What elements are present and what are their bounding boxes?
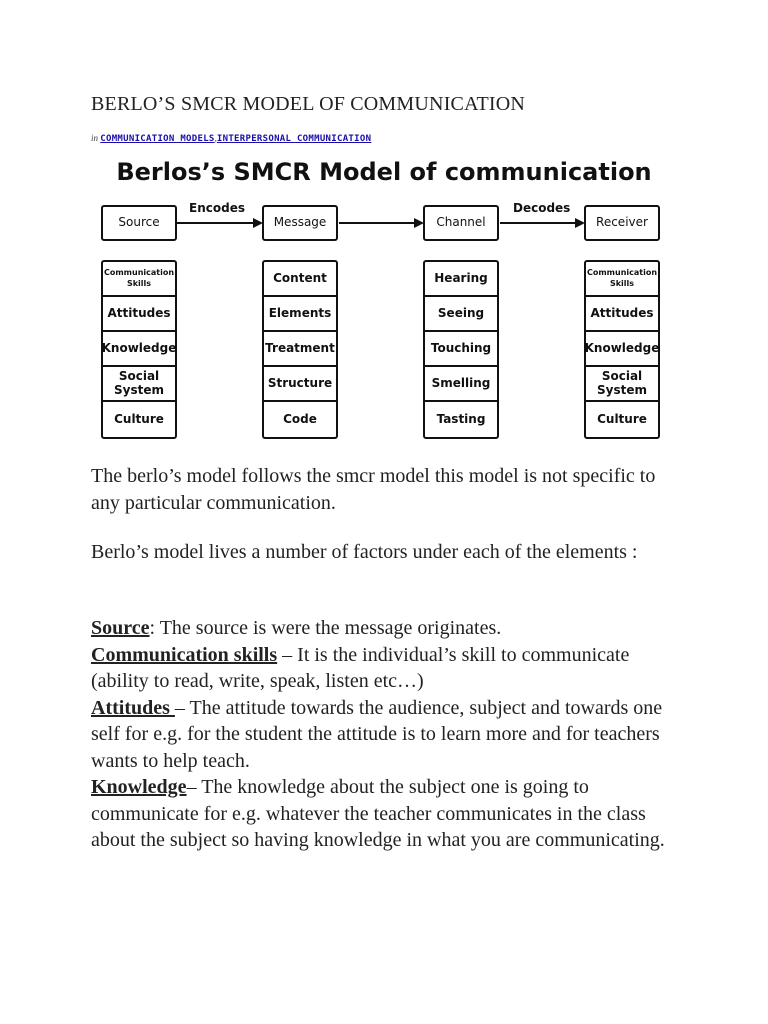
- source-factor: Social System: [103, 367, 175, 402]
- message-factor: Elements: [264, 297, 336, 332]
- receiver-factor: Knowledge: [586, 332, 658, 367]
- factors-paragraph: Berlo’s model lives a number of factors under each of the elements :: [91, 541, 638, 563]
- message-factors: [262, 260, 338, 439]
- category-link-interpersonal-communication[interactable]: INTERPERSONAL COMMUNICATION: [216, 134, 372, 144]
- communication-skills-term: Communication skills: [91, 643, 278, 666]
- channel-factor: Touching: [425, 332, 497, 367]
- attitudes-definition: – The attitude towards the audience, subject and towards one self for e.g. for the student the attitude is to learn more and for teachers wants to help teach.: [91, 696, 663, 772]
- message-factor: Content: [264, 262, 336, 297]
- channel-factor: Seeing: [425, 297, 497, 332]
- category-link-communication-models[interactable]: COMMUNICATION MODELS: [100, 134, 215, 144]
- category-separator: ,: [214, 133, 217, 143]
- receiver-factor: Culture: [597, 411, 647, 426]
- receiver-factors: [584, 260, 660, 439]
- knowledge-definition: – The knowledge about the subject one is going to communicate for e.g. whatever the teacher communicates in the class about the subject so having knowledge in what you are communicating.: [91, 776, 665, 851]
- communication-skills-definition: – It is the individual’s skill to communicate (ability to read, write, speak, listen etc…): [91, 643, 630, 692]
- source-factor: Attitudes: [103, 297, 175, 332]
- source-factor: Knowledge: [103, 332, 175, 367]
- source-factors: [101, 260, 177, 439]
- channel-factor: Tasting: [436, 411, 486, 426]
- encodes-label: Encodes: [189, 201, 245, 215]
- source-term: Source: [91, 617, 150, 639]
- page-title: BERLO’S SMCR MODEL OF COMMUNICATION: [91, 93, 526, 115]
- receiver-factor: Social System: [586, 367, 658, 402]
- definitions-paragraph: [91, 615, 681, 854]
- source-definition: : The source is were the message originates.: [149, 617, 502, 639]
- message-header-box: Message: [262, 205, 338, 241]
- receiver-header-box: Receiver: [584, 205, 660, 241]
- attitudes-term: Attitudes: [91, 696, 175, 719]
- knowledge-term: Knowledge: [91, 776, 187, 798]
- meta-prefix: in: [91, 133, 99, 143]
- message-factor: Structure: [264, 367, 336, 402]
- channel-factors: [423, 260, 499, 439]
- intro-paragraph: The berlo’s model follows the smcr model this model is not specific to any particular communication.: [91, 465, 656, 514]
- post-categories: [91, 133, 371, 144]
- source-factor: Culture: [114, 411, 164, 426]
- channel-factor: Smelling: [425, 367, 497, 402]
- channel-factor: Hearing: [425, 262, 497, 297]
- smcr-diagram: [91, 158, 677, 448]
- source-header-box: Source: [101, 205, 177, 241]
- message-factor: Treatment: [264, 332, 336, 367]
- receiver-factor: Attitudes: [586, 297, 658, 332]
- diagram-title: Berlos’s SMCR Model of communication: [116, 158, 652, 186]
- message-factor: Code: [283, 411, 317, 426]
- channel-header-box: Channel: [423, 205, 499, 241]
- receiver-factor: Communication Skills: [586, 262, 658, 297]
- source-factor: Communication Skills: [103, 262, 175, 297]
- decodes-label: Decodes: [513, 201, 571, 215]
